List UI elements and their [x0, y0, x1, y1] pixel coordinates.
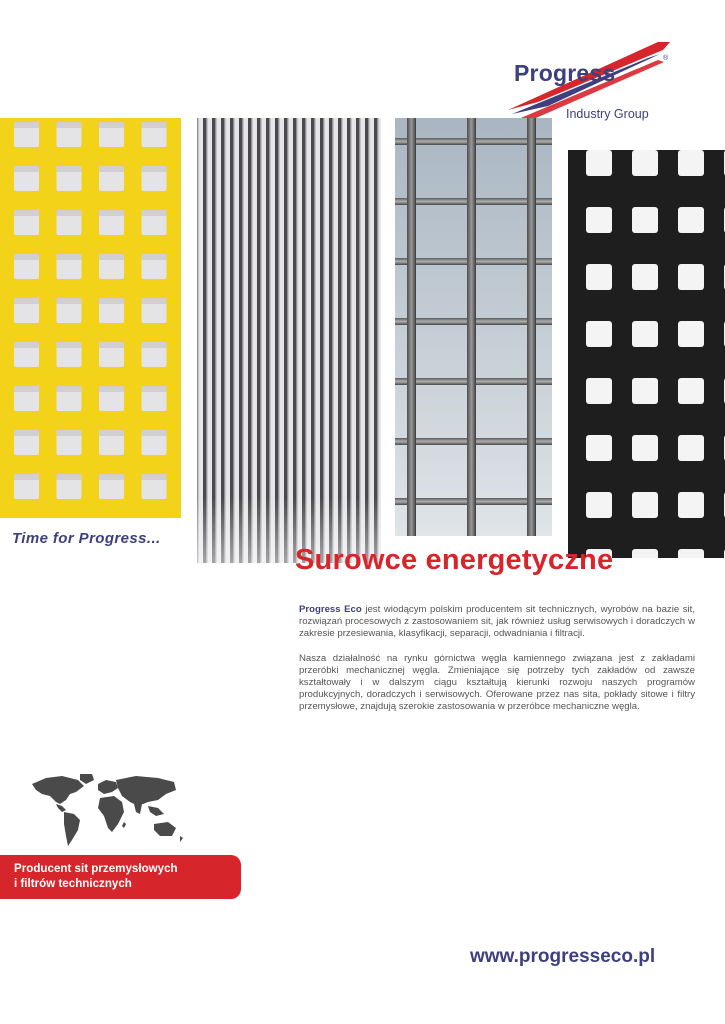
brand-name: Progress: [514, 60, 616, 86]
website-link[interactable]: www.progresseco.pl: [470, 946, 656, 967]
world-map-icon: [26, 772, 186, 850]
paragraph-1: [299, 604, 695, 641]
yellow-screen-photo: [0, 118, 181, 518]
paragraph-2: Nasza działalność na rynku górnictwa węgla kamiennego związana jest z zakładami przeróbki mechanicznej węgla. Zmieniające się potrzeby tych zakładów od zawsze kształtowały i w dalszym ciągu kształtują kierunki rozwoju naszych programów produkcyjnych, doradczych i serwisowych. Oferowane przez nas sita, pokłady sitowe i filtry przemysłowe, znajdują szerokie zastosowania w przeróbce mechaniczne węgla.: [299, 652, 695, 713]
wire-mesh-photo: [395, 118, 552, 536]
banner-line-1: Producent sit przemysłowych: [14, 862, 178, 875]
slogan: Time for Progress...: [12, 530, 161, 547]
banner-line-2: i filtrów technicznych: [14, 876, 132, 890]
page-title: Surowce energetyczne: [295, 544, 614, 576]
brand-highlight: Progress Eco: [299, 604, 362, 615]
paragraph-1-text: jest wiodącym polskim producentem sit technicznych, wyrobów na bazie sit, rozwiązań procesowych z zastosowaniem sit, jak również usług serwisowych i doradczych w zakresie przesiewania, klasyfikacji, separacji, odwadniania i filtracji.: [299, 604, 695, 640]
body-text: [299, 604, 695, 726]
producer-banner: [0, 855, 241, 899]
brand-subtitle: Industry Group: [566, 107, 649, 121]
rubber-screen-photo: [568, 150, 725, 558]
wedge-wire-photo: [197, 118, 381, 563]
brand-logo: [508, 40, 678, 124]
registered-mark: ®: [663, 55, 669, 62]
